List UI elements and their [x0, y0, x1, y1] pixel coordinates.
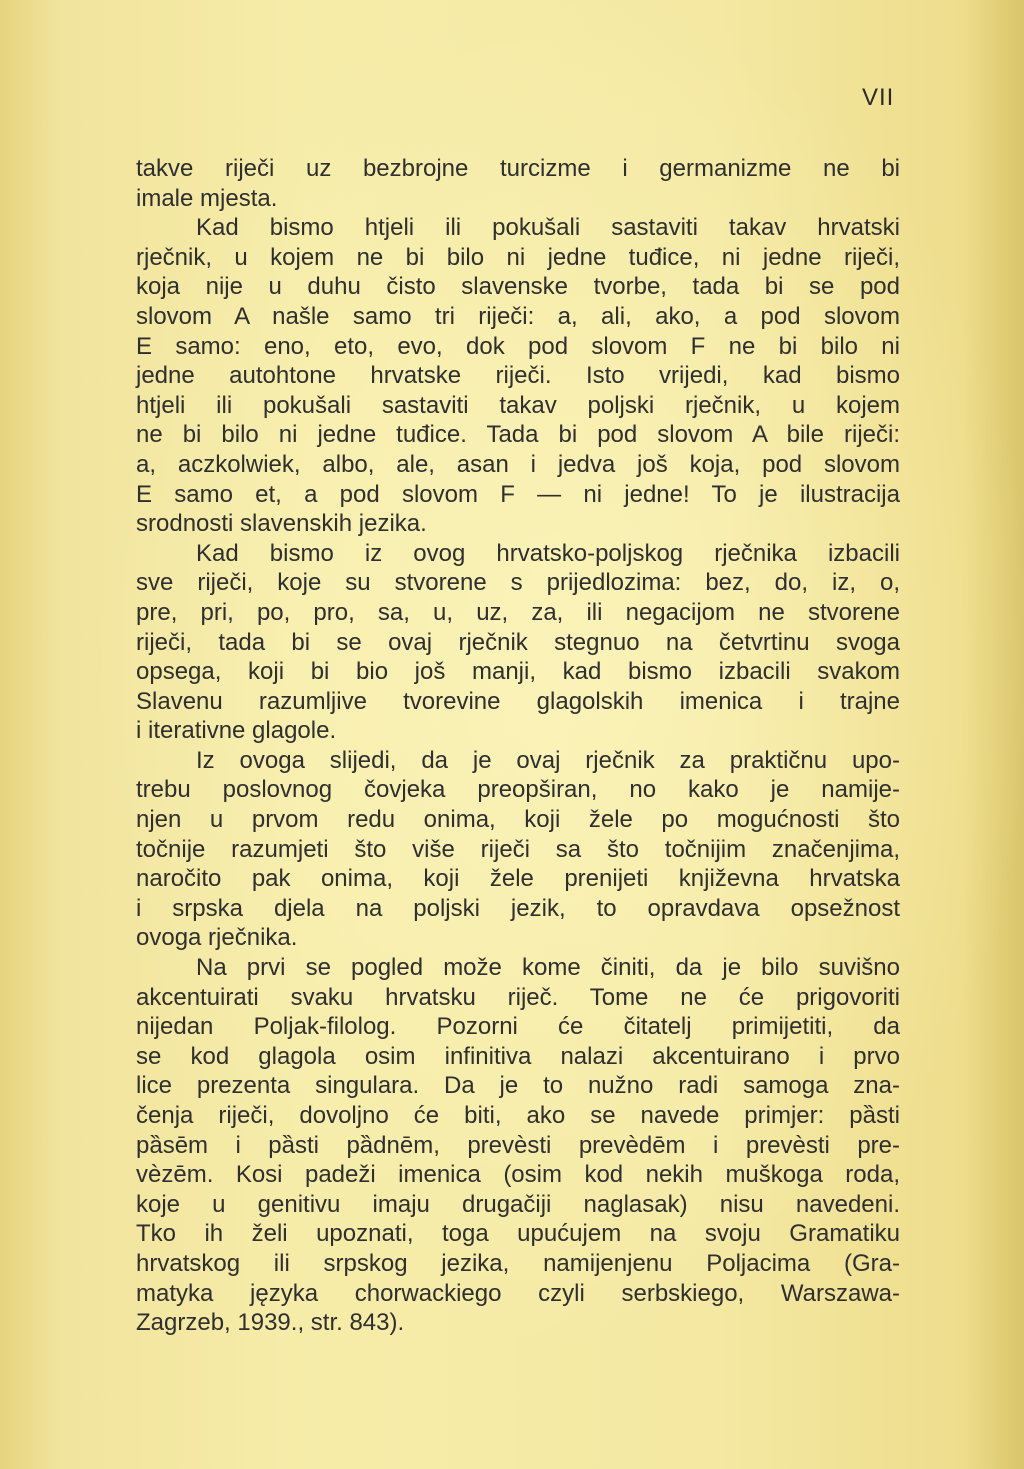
text-line: trebu poslovnog čovjeka preopširan, no kako je namije-	[136, 776, 900, 804]
text-line: E samo et, a pod slovom F — ni jedne! To je ilustracija	[136, 480, 900, 508]
text-line: slovom A našle samo tri riječi: a, ali, ako, a pod slovom	[136, 302, 900, 330]
text-line: ne bi bilo ni jedne tuđice. Tada bi pod slovom A bile riječi:	[136, 421, 900, 449]
text-line: akcentuirati svaku hrvatsku riječ. Tome ne će prigovoriti	[136, 983, 900, 1011]
text-line: pre, pri, po, pro, sa, u, uz, za, ili negacijom ne stvorene	[136, 598, 900, 626]
text-line: njen u prvom redu onima, koji žele po mogućnosti što	[136, 806, 900, 834]
body-text	[136, 154, 900, 1338]
text-line: koja nije u duhu čisto slavenske tvorbe, tada bi se pod	[136, 273, 900, 301]
text-line: i srpska djela na poljski jezik, to opravdava opsežnost	[136, 894, 900, 922]
text-line: se kod glagola osim infinitiva nalazi akcentuirano i prvo	[136, 1042, 900, 1070]
text-line: rječnik, u kojem ne bi bilo ni jedne tuđice, ni jedne riječi,	[136, 243, 900, 271]
text-line: sve riječi, koje su stvorene s prijedlozima: bez, do, iz, o,	[136, 569, 900, 597]
text-line: lice prezenta singulara. Da je to nužno radi samoga zna-	[136, 1072, 900, 1100]
text-line: čenja riječi, dovoljno će biti, ako se navede primjer: pȁsti	[136, 1102, 900, 1129]
text-line: Iz ovoga slijedi, da je ovaj rječnik za praktičnu upo-	[196, 746, 900, 774]
text-line: riječi, tada bi se ovaj rječnik stegnuo na četvrtinu svoga	[136, 628, 900, 656]
text-line: opsega, koji bi bio još manji, kad bismo izbacili svakom	[136, 658, 900, 686]
page-number: VII	[862, 84, 895, 111]
text-line: matyka języka chorwackiego czyli serbskiego, Warszawa-	[136, 1279, 900, 1307]
text-line: takve riječi uz bezbrojne turcizme i germanizme ne bi	[136, 155, 900, 182]
text-line: Zagrzeb, 1939., str. 843).	[136, 1309, 405, 1337]
text-line: E samo: eno, eto, evo, dok pod slovom F ne bi bilo ni	[136, 332, 900, 360]
text-line: koje u genitivu imaju drugačiji naglasak) nisu navedeni.	[136, 1190, 900, 1218]
paragraph	[136, 746, 900, 953]
text-line: točnije razumjeti što više riječi sa što točnijim značenjima,	[136, 835, 900, 863]
text-line: ovoga rječnika.	[136, 924, 298, 952]
text-line: Kad bismo iz ovog hrvatsko-poljskog rječnika izbacili	[196, 539, 900, 567]
paragraph	[136, 953, 900, 1338]
text-line: htjeli ili pokušali sastaviti takav poljski rječnik, u kojem	[136, 391, 900, 419]
text-line: hrvatskog ili srpskog jezika, namijenjenu Poljacima (Gra-	[136, 1249, 900, 1277]
text-line: jedne autohtone hrvatske riječi. Isto vrijedi, kad bismo	[136, 362, 900, 390]
text-line: imale mjesta.	[136, 184, 278, 212]
text-line: Slavenu razumljive tvorevine glagolskih imenica i trajne	[136, 687, 900, 715]
text-line: i iterativne glagole.	[136, 717, 337, 745]
text-line: naročito pak onima, koji žele prenijeti književna hrvatska	[136, 865, 900, 893]
paragraph	[136, 213, 900, 539]
text-line: Na prvi se pogled može kome činiti, da je bilo suvišno	[196, 954, 900, 982]
paragraph	[136, 154, 900, 213]
paragraph	[136, 539, 900, 746]
text-line: srodnosti slavenskih jezika.	[136, 510, 427, 538]
text-line: Tko ih želi upoznati, toga upućujem na svoju Gramatiku	[136, 1220, 900, 1248]
text-line: pȁsēm i pȁsti pȁdnēm, prevèsti prevèdēm i prevèsti pre-	[136, 1131, 900, 1159]
text-line: nijedan Poljak-filolog. Pozorni će čitatelj primijetiti, da	[136, 1013, 900, 1041]
text-line: vèzēm. Kosi padeži imenica (osim kod nekih muškoga roda,	[136, 1161, 900, 1189]
text-line: a, aczkolwiek, albo, ale, asan i jedva još koja, pod slovom	[136, 450, 900, 478]
text-line: Kad bismo htjeli ili pokušali sastaviti takav hrvatski	[196, 214, 900, 242]
